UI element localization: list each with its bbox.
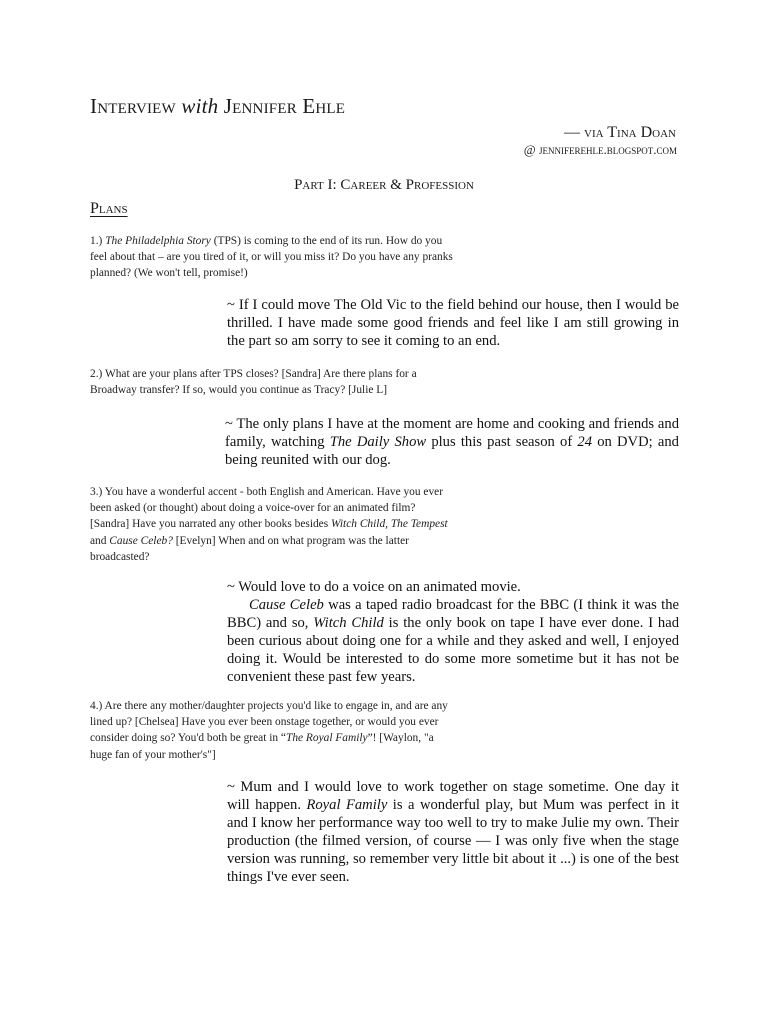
blog-credit: @ jenniferehle.blogspot.com	[523, 142, 677, 157]
question-3: 3.) You have a wonderful accent - both English and American. Have you ever been asked (or thought) about doing a voice-over for an animated film? [Sandra] Have you narrated any other books besides Witch Child, The Tempest and Cause Celeb? [Evelyn] When and on what program was the latter broadcasted?	[90, 486, 448, 563]
title-philadelphia-story: The Philadelphia Story	[105, 235, 211, 247]
title-with: with	[181, 94, 219, 118]
part-heading: Part I: Career & Profession	[294, 177, 474, 193]
question-4: 4.) Are there any mother/daughter projects you'd like to engage in, and are any lined up? [Chelsea] Have you ever been onstage together, or would you ever consider doing so? You'd both be great in “The Royal Family”! [Waylon, "a huge fan of your mother's"]	[90, 700, 448, 761]
answer-3: ~ Would love to do a voice on an animated movie. Cause Celeb was a taped radio broadcast for the BBC (I think it was the BBC) and so, Witch Child is the only book on tape I have ever done. I had been curious about doing one for a while and they asked and well, I enjoyed doing it. Would be interested to do some more sometime but it has not be convenient these past few years.	[227, 579, 679, 685]
byline: — via Tina Doan	[564, 124, 676, 141]
answer-2: ~ The only plans I have at the moment are home and cooking and friends and family, watching The Daily Show plus this past season of 24 on DVD; and being reunited with our dog.	[225, 416, 679, 468]
answer-4: ~ Mum and I would love to work together on stage sometime. One day it will happen. Royal Family is a wonderful play, but Mum was perfect in it and I know her performance way too well to try to make Julie my own. Their production (the filmed version, of course — I was only five when the stage version was running, so remember very little bit about it ...) is one of the best things I've ever seen.	[227, 779, 680, 885]
title-text: Interview	[90, 94, 182, 118]
title-name: Jennifer Ehle	[218, 94, 346, 118]
document-title	[90, 94, 345, 119]
question-2: 2.) What are your plans after TPS closes? [Sandra] Are there plans for a Broadway transfer? If so, would you continue as Tracy? [Julie L]	[90, 368, 417, 397]
section-heading: Plans	[90, 200, 128, 217]
question-1: 1.) The Philadelphia Story (TPS) is coming to the end of its run. How do you feel about that – are you tired of it, or will you miss it? Do you have any pranks planned? (We won't tell, promise!)	[90, 235, 453, 280]
answer-1: ~ If I could move The Old Vic to the field behind our house, then I would be thrilled. I have made some good friends and feel like I am still growing in the part so am sorry to see it coming to an end.	[227, 297, 679, 349]
